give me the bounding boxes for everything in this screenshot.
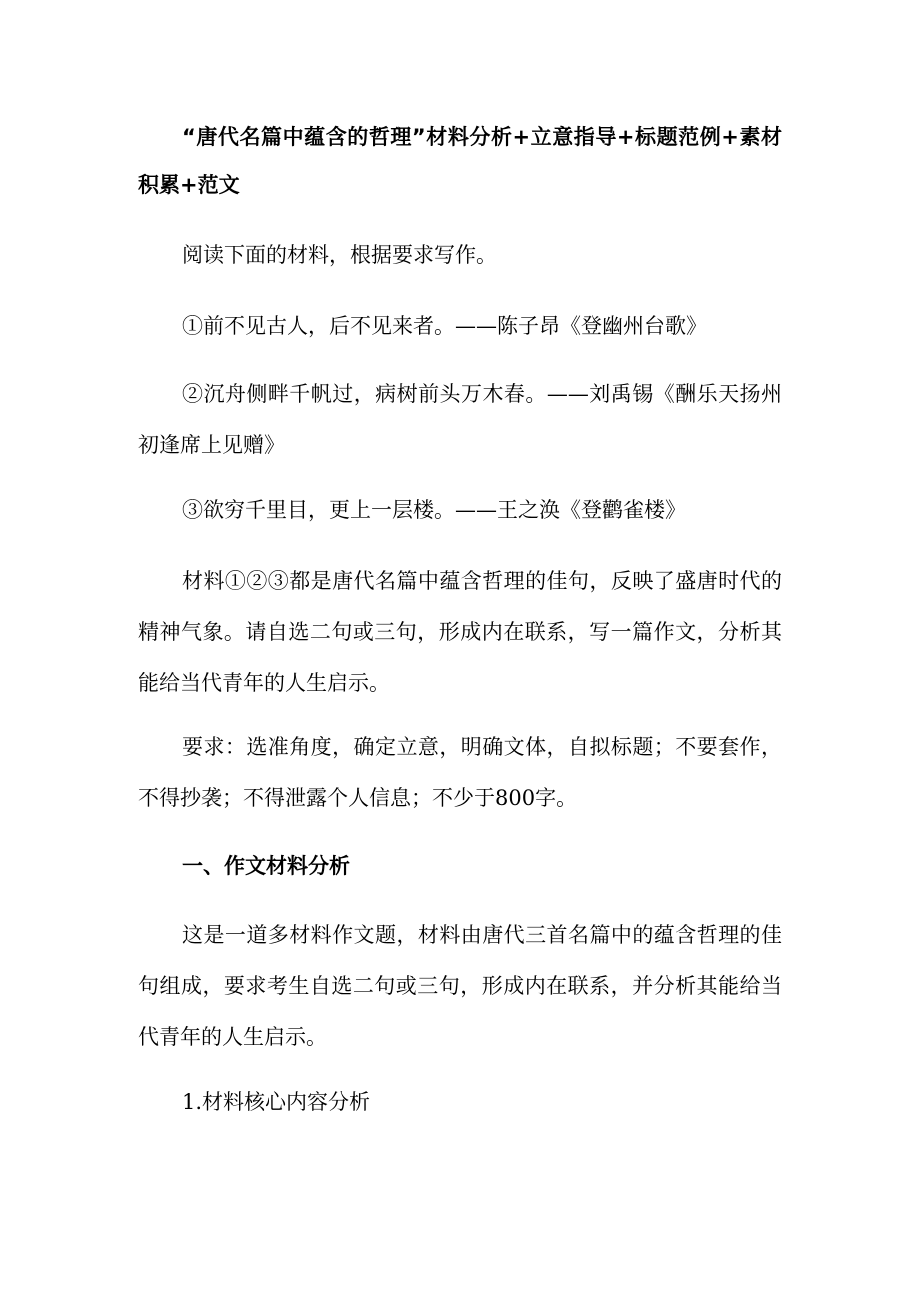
task-paragraph: 材料①②③都是唐代名篇中蕴含哲理的佳句，反映了盛唐时代的精神气象。请自选二句或三句，形成内在联系，写一篇作文，分析其能给当代青年的人生启示。 — [138, 569, 782, 695]
section-1-paragraph: 这是一道多材料作文题，材料由唐代三首名篇中的蕴含哲理的佳句组成，要求考生自选二句或三句，形成内在联系，并分析其能给当代青年的人生启示。 — [138, 923, 782, 1049]
quote-3: ③欲穷千里目，更上一层楼。——王之涣《登鹳雀楼》 — [182, 498, 686, 522]
quote-1: ①前不见古人，后不见来者。——陈子昂《登幽州台歌》 — [182, 314, 707, 338]
subsection-heading-1: 1.材料核心内容分析 — [182, 1090, 371, 1114]
requirements-paragraph: 要求：选准角度，确定立意，明确文体，自拟标题；不要套作，不得抄袭；不得泄露个人信息；不少于800字。 — [138, 735, 782, 810]
section-heading-1: 一、作文材料分析 — [182, 854, 350, 878]
document-title: “唐代名篇中蕴含的哲理”材料分析+立意指导+标题范例+素材积累+范文 — [138, 125, 782, 197]
instruction-paragraph: 阅读下面的材料，根据要求写作。 — [182, 243, 497, 267]
quote-2: ②沉舟侧畔千帆过，病树前头万木春。——刘禹锡《酬乐天扬州初逢席上见赠》 — [138, 382, 782, 457]
